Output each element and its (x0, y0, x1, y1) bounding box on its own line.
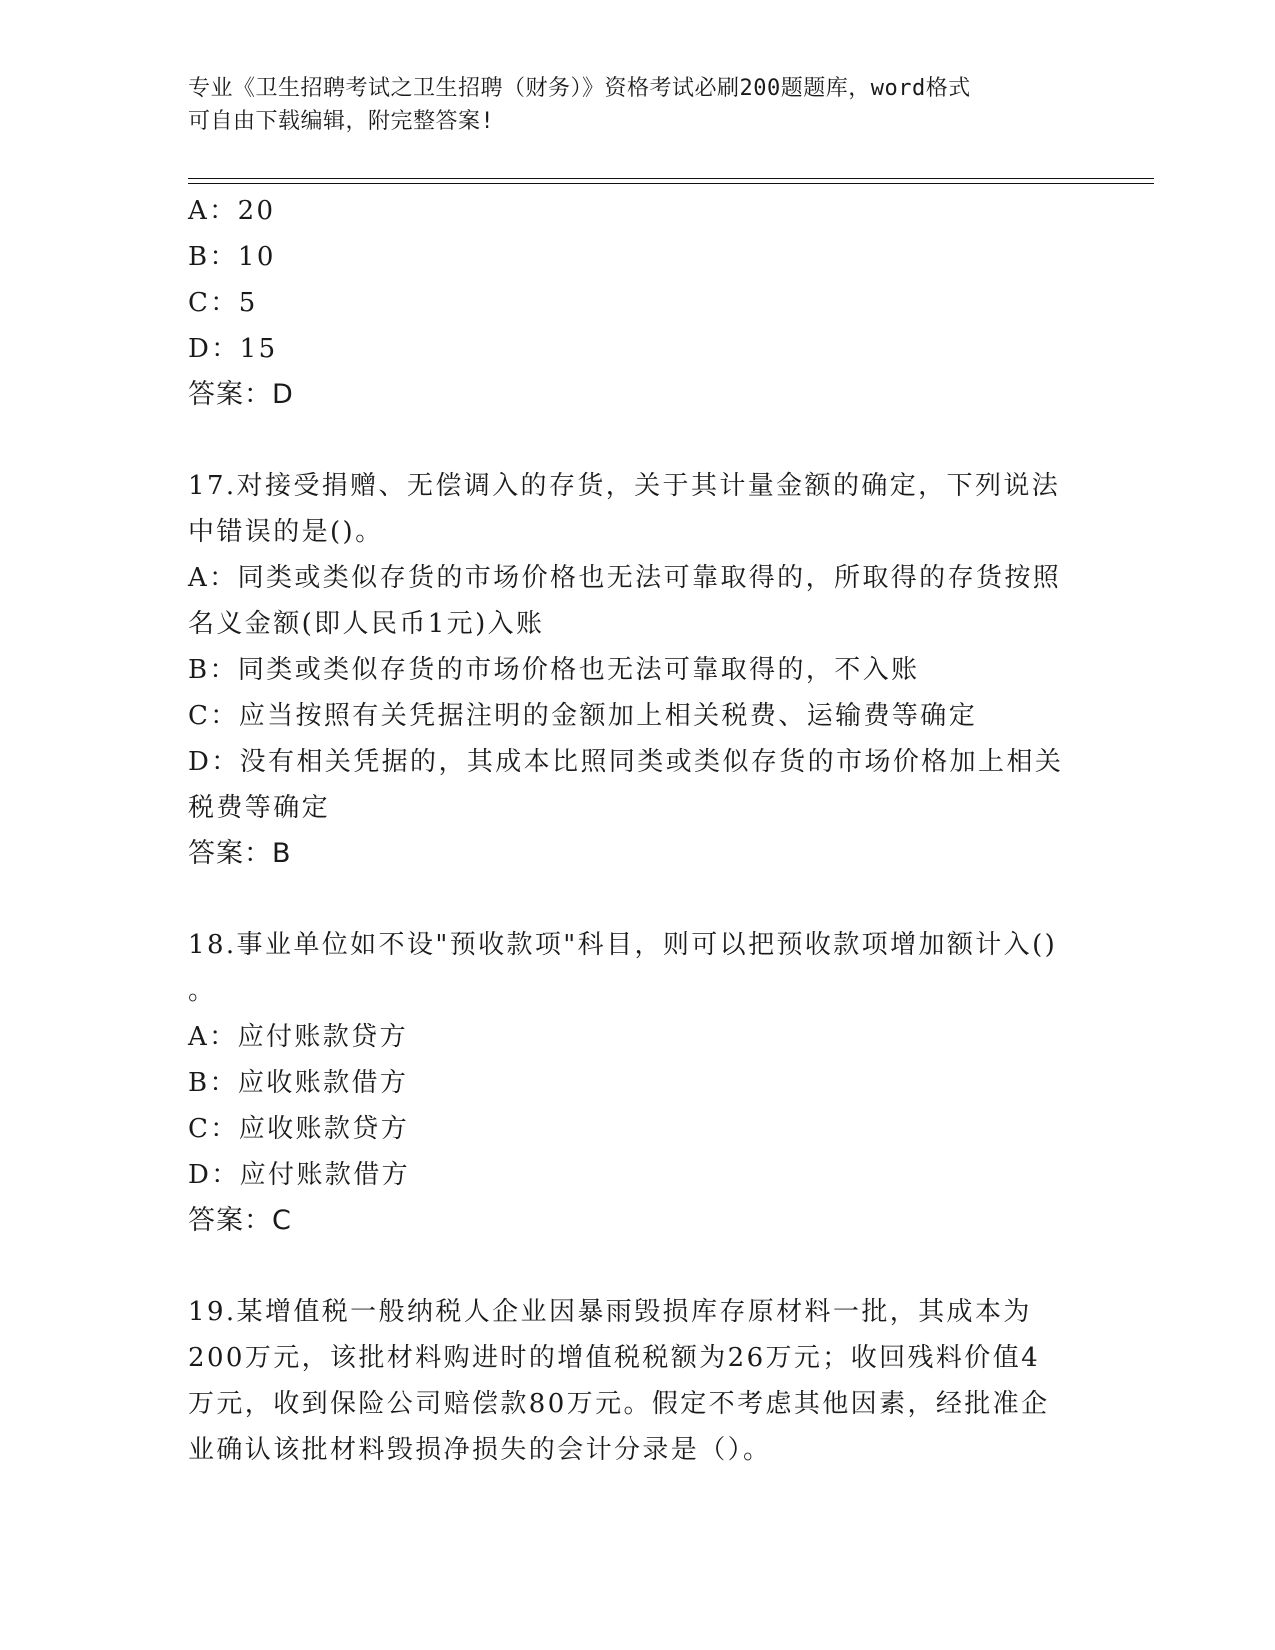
question-19 (188, 1289, 1068, 1473)
question-stem: 万元，收到保险公司赔偿款80万元。假定不考虑其他因素，经批准企 (188, 1389, 1050, 1419)
question-18 (188, 922, 1068, 1244)
option-d: D：15 (188, 334, 278, 364)
option-d: D：应付账款借方 (188, 1160, 411, 1190)
option-d: 税费等确定 (188, 793, 331, 823)
question-content (188, 188, 1068, 1473)
question-stem: 18.事业单位如不设"预收款项"科目，则可以把预收款项增加额计入() (188, 930, 1058, 960)
question-stem: 中错误的是()。 (188, 517, 384, 547)
option-a: 名义金额(即人民币1元)入账 (188, 609, 545, 639)
document-header (188, 72, 1068, 138)
question-stem: 200万元，该批材料购进时的增值税税额为26万元；收回残料价值4 (188, 1343, 1041, 1373)
option-c: C：应当按照有关凭据注明的金额加上相关税费、运输费等确定 (188, 701, 978, 731)
question-16 (188, 188, 1068, 418)
header-line-1: 专业《卫生招聘考试之卫生招聘（财务）》资格考试必刷200题题库，word格式 (188, 76, 971, 101)
answer: 答案：C (188, 1205, 292, 1236)
header-line-2: 可自由下载编辑，附完整答案! (188, 109, 495, 134)
question-17 (188, 463, 1068, 877)
option-a: A：20 (188, 196, 276, 226)
option-a: A：同类或类似存货的市场价格也无法可靠取得的，所取得的存货按照 (188, 563, 1062, 593)
option-a: A：应付账款贷方 (188, 1022, 408, 1052)
option-c: C：5 (188, 288, 258, 318)
question-stem: 。 (188, 976, 217, 1006)
header-divider-top (188, 178, 1154, 179)
question-stem: 19.某增值税一般纳税人企业因暴雨毁损库存原材料一批，其成本为 (188, 1297, 1032, 1327)
question-stem: 业确认该批材料毁损净损失的会计分录是（）。 (188, 1435, 772, 1465)
answer: 答案：B (188, 838, 292, 869)
option-d: D：没有相关凭据的，其成本比照同类或类似存货的市场价格加上相关 (188, 747, 1064, 777)
option-b: B：同类或类似存货的市场价格也无法可靠取得的，不入账 (188, 655, 920, 685)
option-b: B：应收账款借方 (188, 1068, 409, 1098)
option-b: B：10 (188, 242, 276, 272)
header-divider-bottom (188, 183, 1154, 184)
question-stem: 17.对接受捐赠、无偿调入的存货，关于其计量金额的确定，下列说法 (188, 471, 1061, 501)
option-c: C：应收账款贷方 (188, 1114, 410, 1144)
answer: 答案：D (188, 379, 294, 410)
